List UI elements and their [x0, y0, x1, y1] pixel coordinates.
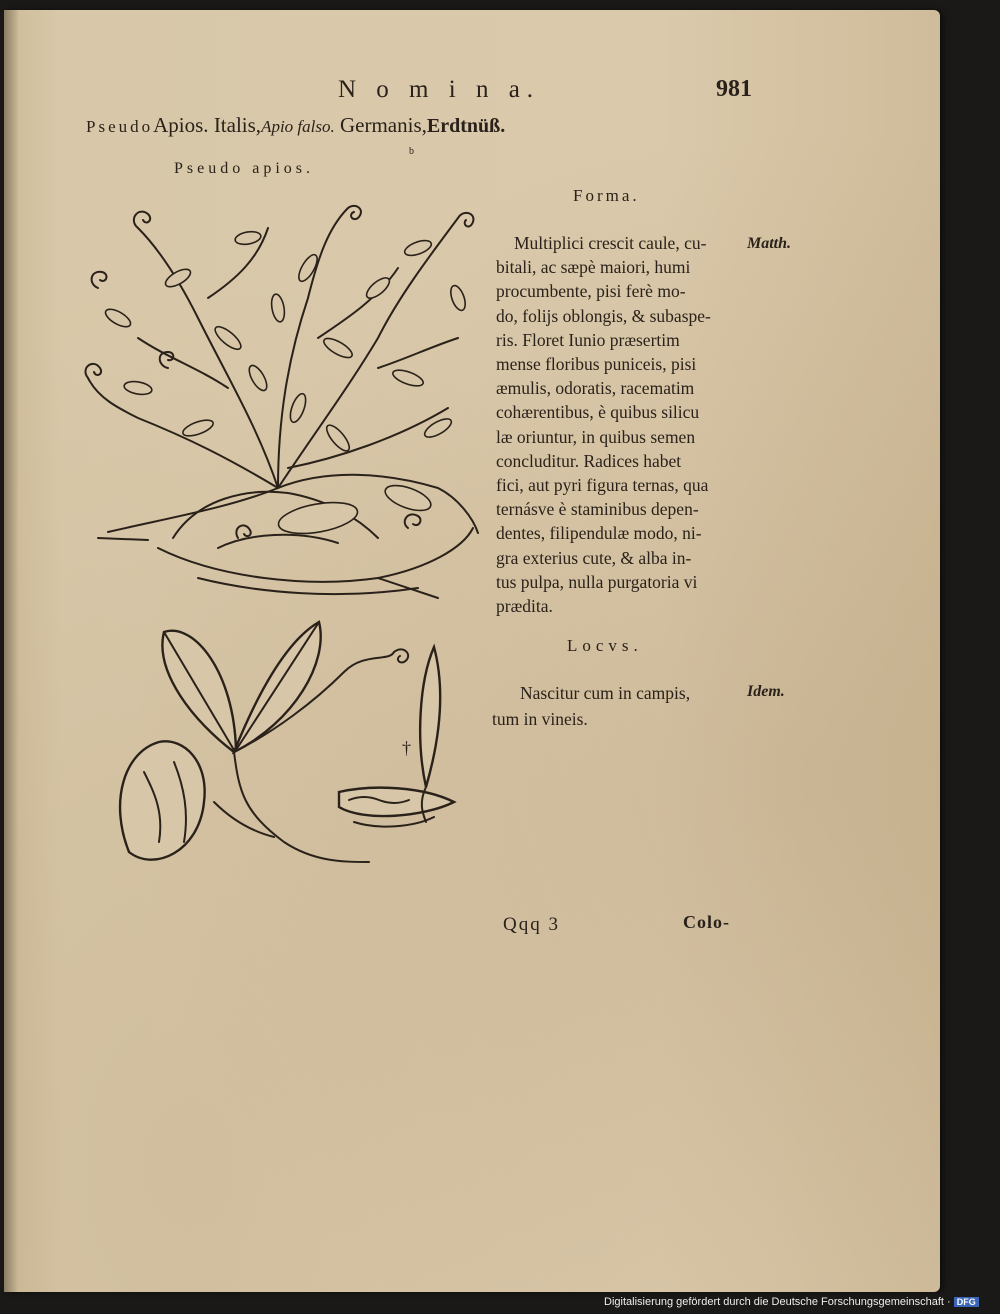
plant-name: Pseudo	[86, 117, 154, 136]
locus-line: Nascitur cum in campis,	[520, 683, 691, 703]
catchword: Colo-	[683, 912, 730, 932]
author-note-matthiolus: Matth.	[747, 235, 792, 252]
scan-credit-text: Digitalisierung gefördert durch die Deutsche Forschungsgemeinschaft	[604, 1296, 944, 1308]
figure-mark-b: b	[409, 146, 414, 157]
forma-line: fici, aut pyri figura ternas, qua	[496, 475, 709, 496]
forma-line: ris. Floret Iunio præsertim	[496, 329, 680, 350]
dfg-logo: DFG	[954, 1297, 979, 1307]
locus-heading: Locvs.	[567, 636, 643, 655]
forma-line: cohærentibus, è quibus silicu	[496, 402, 700, 423]
forma-heading: Forma.	[573, 186, 640, 205]
forma-line: æmulis, odoratis, racematim	[496, 378, 695, 399]
forma-line: prædita.	[496, 596, 553, 617]
forma-line: dentes, filipendulæ modo, ni-	[496, 523, 702, 544]
forma-text	[496, 231, 766, 618]
signature-mark: Qqq 3	[503, 914, 560, 935]
illustration-caption: Pseudo apios.	[174, 160, 314, 177]
italis-label: Italis,	[213, 113, 262, 137]
forma-line: Multiplici crescit caule, cu-	[514, 233, 707, 253]
page-gutter	[4, 10, 18, 1292]
scan-credit: Digitalisierung gefördert durch die Deutsche Forschungsgemeinschaft · DFG	[604, 1296, 979, 1308]
german-name: Erdtnüß.	[426, 115, 506, 137]
author-note-idem: Idem.	[747, 683, 785, 700]
running-head: N o m i n a.	[338, 76, 541, 103]
nomina-line	[86, 113, 505, 138]
plant-woodcut	[78, 188, 488, 608]
forma-line: tus pulpa, nulla purgatoria vi	[496, 571, 698, 592]
forma-line: mense floribus puniceis, pisi	[496, 354, 697, 375]
forma-line: gra exterius cute, & alba in-	[496, 547, 692, 568]
forma-line: læ oriuntur, in quibus semen	[496, 426, 696, 447]
forma-line: bitali, ac sæpè maiori, humi	[496, 257, 691, 278]
germanis-label: Germanis,	[339, 113, 427, 137]
forma-line: concluditur. Radices habet	[496, 450, 682, 471]
forma-line: procumbente, pisi ferè mo-	[496, 281, 686, 302]
forma-line: ternásve è staminibus depen-	[496, 499, 699, 520]
plant-name-rest: Apios.	[153, 113, 209, 137]
italian-name: Apio falso.	[261, 117, 335, 136]
figure-mark-dagger: †	[402, 738, 411, 758]
forma-line: do, folijs oblongis, & subaspe-	[496, 305, 711, 326]
page-number: 981	[716, 76, 752, 102]
locus-text	[492, 680, 690, 732]
detail-woodcut	[104, 612, 484, 882]
locus-line: tum in vineis.	[492, 709, 588, 729]
